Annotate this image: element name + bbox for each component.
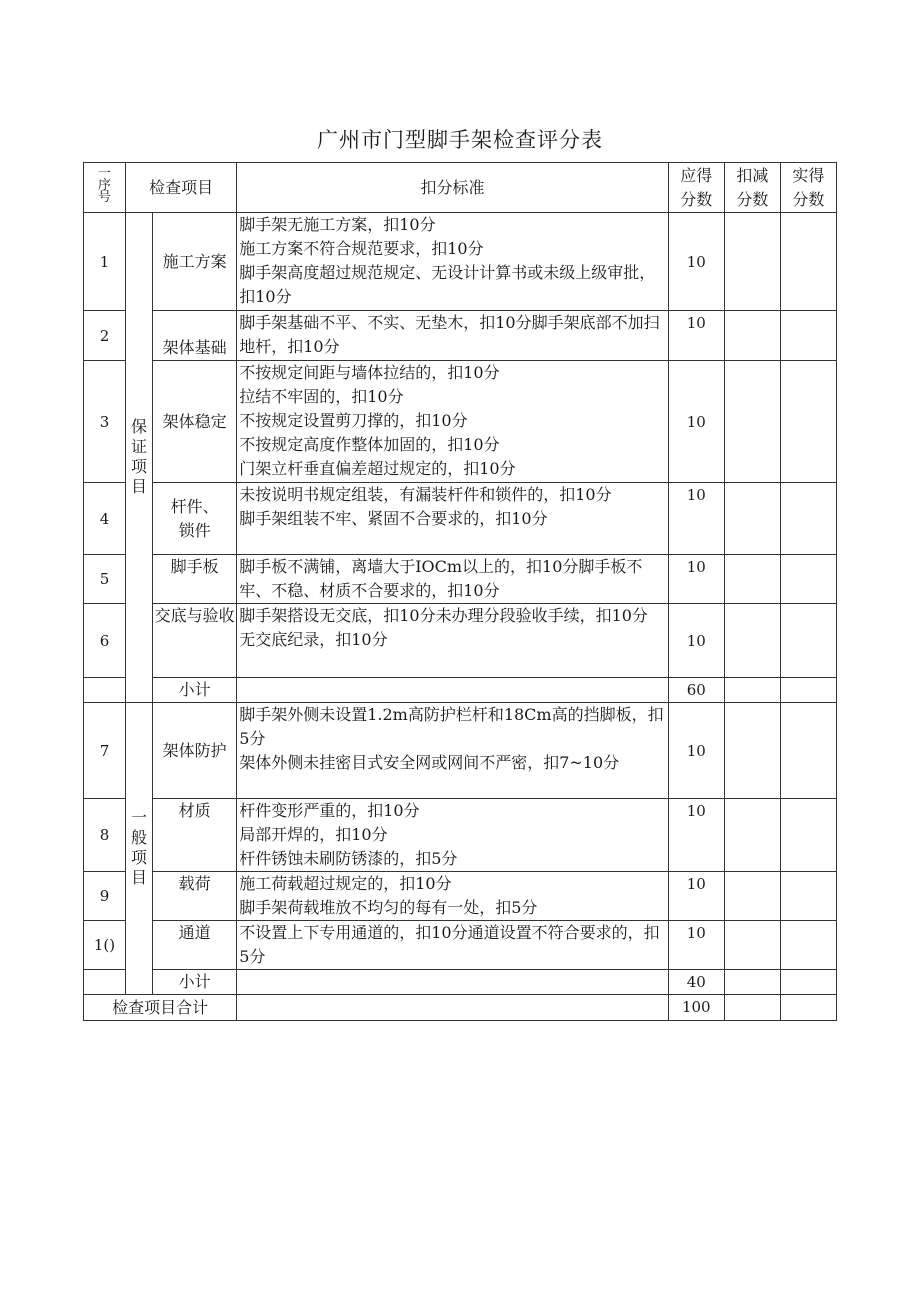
table-row [84,604,837,678]
table-row [84,921,837,970]
table-row [84,213,837,311]
row-item-text: 交底与验收 [154,606,235,625]
subtotal-standard [237,970,669,995]
row-no: 8 [84,799,126,872]
header-row [84,163,837,213]
row-standard [237,604,669,678]
table-row [84,799,837,872]
row-actual[interactable] [780,921,836,970]
row-score: 10 [668,361,724,483]
row-standard [237,872,669,921]
row-no: 9 [84,872,126,921]
row-standard-text: 不按规定间距与墙体拉结的，扣10分 拉结不牢固的，扣10分 不按规定设置剪刀撑的，扣10分 不按规定高度作整体加固的，扣10分 门架立杆垂直偏差超过规定的，扣10分 [239,363,516,478]
subtotal-standard [237,678,669,703]
header-actual-label: 实得分数 [792,165,825,209]
header-should-label: 应得分数 [680,165,713,209]
header-deduct-label: 扣减分数 [736,165,769,209]
subtotal-score: 60 [668,678,724,703]
row-standard-text: 脚手架无施工方案，扣10分 施工方案不符合规范要求，扣10分 脚手架高度超过规范规定、无设计计算书或未级上级审批，扣10分 [239,215,656,306]
row-item-text: 杆件、锁件 [170,496,219,540]
row-no: 4 [84,483,126,555]
row-actual[interactable] [780,799,836,872]
total-label: 检查项目合计 [84,995,237,1021]
subtotal-deduct[interactable] [724,678,780,703]
row-actual[interactable] [780,872,836,921]
row-item: 脚手板 [153,555,237,604]
row-no: 1 [84,213,126,311]
header-seq-label: 序号 [98,177,112,205]
subtotal-empty-cell [84,678,126,703]
total-standard [237,995,669,1021]
row-no: 3 [84,361,126,483]
row-standard-text: 不设置上下专用通道的，扣10分通道设置不符合要求的，扣5分 [239,923,660,966]
row-standard [237,921,669,970]
row-standard [237,483,669,555]
table-row [84,483,837,555]
row-no: 1() [84,921,126,970]
row-item: 载荷 [153,872,237,921]
row-deduct[interactable] [724,703,780,799]
row-deduct[interactable] [724,872,780,921]
row-standard-text: 脚手板不满铺，离墙大于IOCm以上的，扣10分脚手板不牢、不稳、材质不合要求的，扣10分 [239,557,643,600]
row-score: 10 [668,213,724,311]
row-deduct[interactable] [724,213,780,311]
row-standard [237,213,669,311]
row-deduct[interactable] [724,311,780,361]
row-deduct[interactable] [724,555,780,604]
page-title: 广州市门型脚手架检查评分表 [317,128,603,152]
row-score: 10 [668,703,724,799]
row-actual[interactable] [780,483,836,555]
subtotal-label: 小计 [153,970,237,995]
table-row [84,872,837,921]
row-score: 10 [668,872,724,921]
row-standard-text: 脚手架外侧未设置1.2m高防护栏杆和18Cm高的挡脚板，扣5分 架体外侧未挂密目式安全网或网间不严密，扣7~10分 [239,705,664,772]
row-actual[interactable] [780,361,836,483]
row-score: 10 [668,555,724,604]
header-seq [84,163,126,213]
header-seq-mark: 一 [98,165,112,181]
group-guarantee [126,213,153,703]
subtotal-label: 小计 [153,678,237,703]
row-score: 10 [668,799,724,872]
row-deduct[interactable] [724,921,780,970]
header-standard: 扣分标准 [237,163,669,213]
row-standard [237,361,669,483]
header-deduct [724,163,780,213]
row-standard-text: 脚手架基础不平、不实、无垫木，扣10分脚手架底部不加扫地杆，扣10分 [239,313,660,356]
row-no: 6 [84,604,126,678]
table-row [84,703,837,799]
row-deduct[interactable] [724,483,780,555]
subtotal-row [84,970,837,995]
row-item: 架体基础 [153,311,237,361]
total-actual[interactable] [780,995,836,1021]
row-actual[interactable] [780,703,836,799]
row-standard-text: 杆件变形严重的，扣10分 局部开焊的，扣10分 杆件锈蚀未刷防锈漆的，扣5分 [239,801,458,868]
header-actual [780,163,836,213]
row-score: 10 [668,483,724,555]
row-score: 10 [668,311,724,361]
row-actual[interactable] [780,311,836,361]
row-item: 施工方案 [153,213,237,311]
group-guarantee-label: 保证项目 [131,416,148,496]
row-standard [237,555,669,604]
row-item: 材质 [153,799,237,872]
subtotal-empty-cell [84,970,126,995]
total-deduct[interactable] [724,995,780,1021]
row-deduct[interactable] [724,361,780,483]
total-row [84,995,837,1021]
row-standard [237,703,669,799]
row-standard [237,799,669,872]
subtotal-score: 40 [668,970,724,995]
row-actual[interactable] [780,604,836,678]
row-no: 5 [84,555,126,604]
subtotal-actual[interactable] [780,970,836,995]
table-row [84,361,837,483]
row-score: 10 [668,604,724,678]
row-item [153,604,237,678]
table-row [84,311,837,361]
row-standard-text: 未按说明书规定组装，有漏装杆件和锁件的，扣10分 脚手架组装不牢、紧固不合要求的，扣10分 [239,485,612,528]
total-score: 100 [668,995,724,1021]
row-item: 架体稳定 [153,361,237,483]
score-table [83,162,837,1021]
subtotal-row [84,678,837,703]
header-should [668,163,724,213]
row-item: 通道 [153,921,237,970]
subtotal-deduct[interactable] [724,970,780,995]
row-deduct[interactable] [724,604,780,678]
group-general-label: 一般项目 [131,807,148,887]
row-standard-text: 脚手架搭设无交底，扣10分未办理分段验收手续，扣10分 无交底纪录，扣10分 [239,606,648,649]
row-score: 10 [668,921,724,970]
row-no: 2 [84,311,126,361]
group-general [126,703,153,995]
row-actual[interactable] [780,213,836,311]
row-item [153,483,237,555]
row-item: 架体防护 [153,703,237,799]
row-no: 7 [84,703,126,799]
row-actual[interactable] [780,555,836,604]
header-item: 检查项目 [126,163,237,213]
table-row [84,555,837,604]
subtotal-actual[interactable] [780,678,836,703]
row-deduct[interactable] [724,799,780,872]
row-standard-text: 施工荷载超过规定的，扣10分 脚手架荷载堆放不均匀的每有一处，扣5分 [239,874,538,917]
row-standard [237,311,669,361]
